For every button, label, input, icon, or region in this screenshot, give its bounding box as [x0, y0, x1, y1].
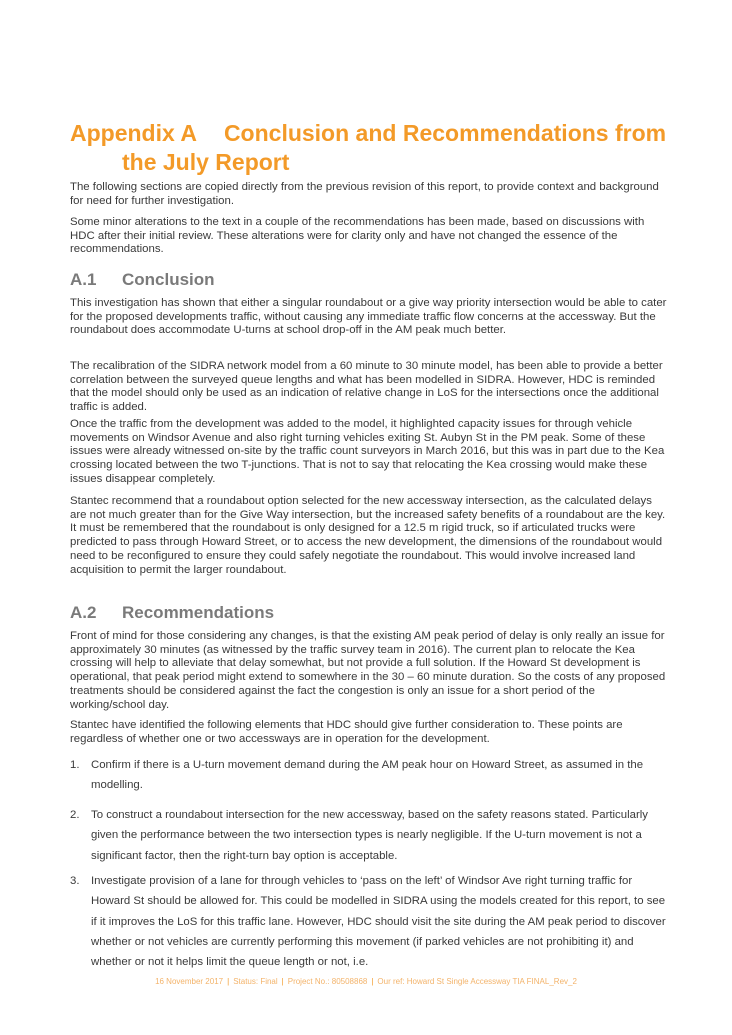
list-item-text: Investigate provision of a lane for through vehicles to ‘pass on the left’ of Windsor Ave right turning traffic for Howard St should be allowed for. This could be modelled in SIDRA using the models created for this report, to see if it improves the LoS for this traffic lane. However, HDC should visit the site during the AM peak period to discover whether or not vehicles are currently performing this movement (if parked vehicles are not prohibiting it) and whether or not it helps limit the queue length or not, i.e. — [91, 875, 666, 969]
conclusion-title: Conclusion — [122, 270, 215, 289]
recommendations-paragraph-1: Front of mind for those considering any changes, is that the existing AM peak period of delay is only really an issue for approximately 30 minutes (as witnessed by the traffic survey team in 2016). The current plan to relocate the Kea crossing will help to alleviate that delay somewhat, but not provide a full solution. If the Howard St development is operational, that peak period might extend to somewhere in the 30 – 60 minute duration. So the costs of any proposed treatments should be considered against the fact the congestion is only an issue for a short period of the working/school day. — [70, 630, 666, 711]
conclusion-number: A.1 — [70, 270, 97, 289]
conclusion-paragraph-2: The recalibration of the SIDRA network model from a 60 minute to 30 minute model, has been able to provide a better correlation between the surveyed queue lengths and what has been modelled in SIDRA. However, HDC is reminded that the model should only be used as an indication of relative change in LoS for the intersections once the additional traffic is added. — [70, 360, 663, 414]
recommendations-title: Recommendations — [122, 603, 275, 622]
conclusion-paragraph-3: Once the traffic from the development was added to the model, it highlighted capacity issues for through vehicle movements on Windsor Avenue and also right turning vehicles exiting St. Aubyn St in the PM peak. Some of these issues were already witnessed on-site by the traffic count surveyors in March 2016, but this was in part due to the Kea crossing located between the two T-junctions. That is not to say that relocating the Kea crossing would make these issues disappear completely. — [70, 418, 665, 485]
list-item-text: To construct a roundabout intersection for the new accessway, based on the safety reasons stated. Particularly given the performance between the two intersection types is nearly negligible. If the U-turn movement is not a significant factor, then the right-turn bay option is acceptable. — [91, 809, 648, 862]
appendix-label: Appendix A — [70, 120, 197, 146]
footer-date: 16 November 2017 — [155, 977, 224, 986]
footer-separator: | — [281, 977, 284, 986]
list-item — [70, 755, 670, 796]
recommendations-number: A.2 — [70, 603, 97, 622]
conclusion-paragraph-4: Stantec recommend that a roundabout option selected for the new accessway intersection, as the calculated delays are not much greater than for the Give Way intersection, but the increased safety benefits of a roundabout are the key. It must be remembered that the roundabout is only designed for a 12.5 m rigid truck, so if articulated trucks were predicted to pass through Howard Street, or to access the new development, the dimensions of the roundabout would need to be reconfigured to ensure they could safely negotiate the roundabout. This would involve increased land acquisition to permit the larger roundabout. — [70, 495, 666, 576]
list-item — [70, 805, 670, 866]
list-item-text: Confirm if there is a U-turn movement demand during the AM peak hour on Howard Street, as assumed in the modelling. — [91, 759, 644, 792]
footer-project: Project No.: 80508868 — [287, 977, 368, 986]
footer-ref: Our ref: Howard St Single Accessway TIA FINAL_Rev_2 — [377, 977, 577, 986]
footer-separator: | — [227, 977, 230, 986]
conclusion-heading — [70, 270, 670, 290]
recommendations-heading — [70, 603, 670, 623]
appendix-title-line1: Conclusion and Recommendations from — [223, 120, 667, 146]
intro-paragraph-1: The following sections are copied directly from the previous revision of this report, to provide context and background for need for further investigation. — [70, 181, 659, 207]
page-footer — [0, 977, 732, 987]
footer-separator: | — [371, 977, 374, 986]
list-item-number: 3. — [70, 875, 80, 887]
appendix-title-line2: the July Report — [122, 149, 290, 175]
list-item — [70, 871, 670, 972]
appendix-title — [70, 119, 700, 177]
conclusion-paragraph-1: This investigation has shown that either a singular roundabout or a give way priority intersection would be able to cater for the proposed developments traffic, without causing any immediate traffic flow concerns at the accessway. But the roundabout does accommodate U-turns at school drop-off in the AM peak much better. — [70, 297, 667, 337]
list-item-number: 2. — [70, 809, 80, 821]
intro-paragraph-2: Some minor alterations to the text in a couple of the recommendations has been made, based on discussions with HDC after their initial review. These alterations were for clarity only and have not changed the essence of the recommendations. — [70, 216, 645, 256]
footer-status: Status: Final — [233, 977, 278, 986]
list-item-number: 1. — [70, 759, 80, 771]
recommendations-paragraph-2: Stantec have identified the following elements that HDC should give further consideration to. These points are regardless of whether one or two accessways are in operation for the development. — [70, 719, 623, 745]
